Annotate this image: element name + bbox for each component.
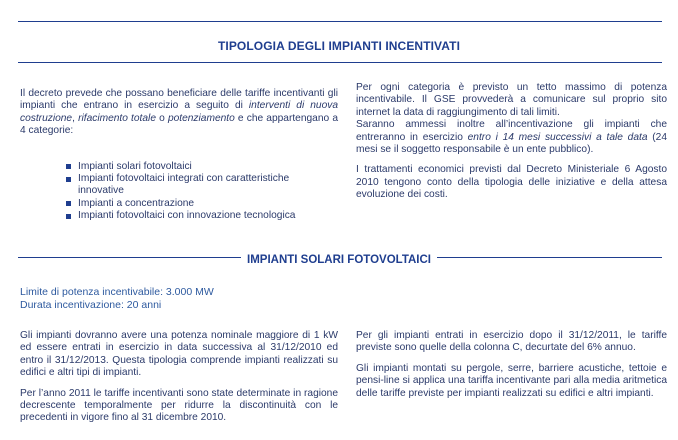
left-column-intro	[20, 88, 338, 223]
top-rule	[18, 21, 662, 22]
paragraph-colonna-c: Per gli impianti entrati in esercizio dopo il 31/12/2011, le tariffe previste sono quelle della colonna C, decurtate del 6% annuo.	[356, 330, 667, 354]
paragraph-ammessi: Saranno ammessi inoltre all’incentivazione gli impianti che entreranno in esercizio entro i 14 mesi successivi a tale data (24 mesi se il soggetto responsabile è un ente pubblico).	[356, 119, 667, 156]
limit-duration: Durata incentivazione: 20 anni	[20, 298, 162, 311]
section-title-tipologia: TIPOLOGIA DEGLI IMPIANTI INCENTIVATI	[217, 39, 461, 53]
list-item: Impianti solari fotovoltaici	[66, 161, 321, 173]
list-item: Impianti fotovoltaici con innovazione tecnologica	[66, 210, 321, 222]
intro-paragraph: Il decreto prevede che possano beneficiare delle tariffe incentivanti gli impianti che entrano in esercizio a seguito di interventi di nuova costruzione, rifacimento totale o potenziamento e che appartengano a 4 categorie:	[20, 88, 338, 137]
list-item: Impianti fotovoltaici integrati con caratteristiche innovative	[66, 173, 321, 198]
paragraph-trattamenti: I trattamenti economici previsti dal Decreto Ministeriale 6 Agosto 2010 tengono conto della tipologia delle iniziative e della attesa evoluzione dei costi.	[356, 164, 667, 201]
right-column-impianti	[356, 330, 667, 400]
limit-power: Limite di potenza incentivabile: 3.000 MW	[20, 286, 214, 298]
category-list	[66, 161, 321, 223]
paragraph-potenza: Gli impianti dovranno avere una potenza nominale maggiore di 1 kW ed essere entrati in esercizio in data successiva al 31/12/2010 ed entro il 31/12/2013. Questa tipologia comprende impianti realizzati su edifici e altri tipi di impianti.	[20, 330, 338, 379]
section-title-impianti: IMPIANTI SOLARI FOTOVOLTAICI	[0, 250, 678, 268]
paragraph-tetto: Per ogni categoria è previsto un tetto massimo di potenza incentivabile. Il GSE provvederà a comunicare sul proprio sito internet la data di raggiungimento di tali limiti.	[356, 82, 667, 118]
limit-info	[20, 286, 214, 311]
right-column-intro	[356, 82, 667, 202]
paragraph-pergole: Gli impianti montati su pergole, serre, barriere acustiche, tettoie e pensi-line si applica una tariffa incentivante pari alla media aritmetica delle tariffe previste per impianti realizzati su edifici e altri impianti.	[356, 362, 667, 399]
paragraph-anno-2011: Per l’anno 2011 le tariffe incentivanti sono state determinate in ragione decrescente temporalmente per ridurre la discontinuità con le precedenti in vigore fino al 31 dicembre 2010.	[20, 387, 338, 424]
list-item: Impianti a concentrazione	[66, 198, 321, 210]
left-column-impianti	[20, 330, 338, 425]
title-underline	[18, 62, 662, 63]
